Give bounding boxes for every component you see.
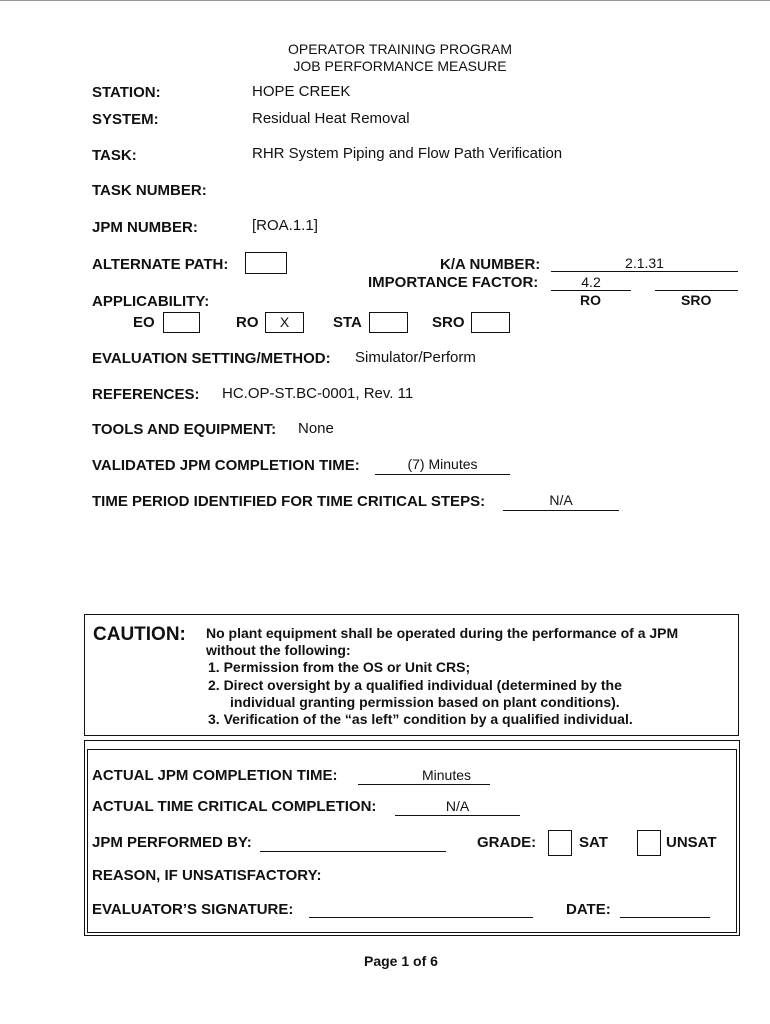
references-label: REFERENCES: xyxy=(92,386,200,403)
actual-critical-line xyxy=(395,815,520,816)
critical-time-label: TIME PERIOD IDENTIFIED FOR TIME CRITICAL STEPS: xyxy=(92,493,486,510)
applicability-sta-label: STA xyxy=(333,314,362,331)
program-title: OPERATOR TRAINING PROGRAM xyxy=(287,41,513,57)
applicability-ro-label: RO xyxy=(236,314,259,331)
page-number: Page 1 of 6 xyxy=(364,953,438,969)
applicability-eo-label: EO xyxy=(133,314,155,331)
applicability-eo-checkbox[interactable] xyxy=(163,312,200,333)
applicability-sta-mark xyxy=(370,313,407,332)
top-scan-edge xyxy=(0,0,770,3)
caution-title: CAUTION: xyxy=(93,624,186,645)
ka-number-line xyxy=(551,271,738,272)
task-label: TASK: xyxy=(92,147,137,164)
ka-number-value: 2.1.31 xyxy=(625,255,664,271)
tools-label: TOOLS AND EQUIPMENT: xyxy=(92,421,277,438)
alternate-path-label: ALTERNATE PATH: xyxy=(92,256,229,273)
actual-time-value: Minutes xyxy=(422,767,472,783)
applicability-sro-checkbox[interactable] xyxy=(471,312,510,333)
alternate-path-checkbox[interactable] xyxy=(245,252,287,274)
unsat-label: UNSAT xyxy=(666,834,717,851)
actual-time-label: ACTUAL JPM COMPLETION TIME: xyxy=(92,767,338,784)
station-value: HOPE CREEK xyxy=(252,83,351,100)
performed-by-label: JPM PERFORMED BY: xyxy=(92,834,252,851)
references-value: HC.OP-ST.BC-0001, Rev. 11 xyxy=(222,385,414,402)
applicability-label: APPLICABILITY: xyxy=(92,293,210,310)
grade-label: GRADE: xyxy=(477,834,537,851)
alternate-path-mark xyxy=(246,253,286,273)
date-line[interactable] xyxy=(620,917,710,918)
actual-critical-value: N/A xyxy=(445,798,470,814)
task-value: RHR System Piping and Flow Path Verification xyxy=(252,145,563,162)
ka-number-label: K/A NUMBER: xyxy=(440,256,541,273)
signature-label: EVALUATOR’S SIGNATURE: xyxy=(92,901,294,918)
importance-factor-label: IMPORTANCE FACTOR: xyxy=(368,274,539,291)
evaluation-value: Simulator/Perform xyxy=(355,349,476,366)
caution-intro-line2: without the following: xyxy=(206,642,351,658)
applicability-ro-mark: X xyxy=(279,314,290,330)
applicability-sro-mark xyxy=(472,313,509,332)
applicability-ro-checkbox[interactable] xyxy=(265,312,304,333)
applicability-sro-label: SRO xyxy=(432,314,465,331)
document-title: JOB PERFORMANCE MEASURE xyxy=(293,58,507,74)
sro-column-label: SRO xyxy=(681,292,712,308)
signature-line[interactable] xyxy=(309,917,533,918)
performed-by-line[interactable] xyxy=(260,851,446,852)
date-label: DATE: xyxy=(566,901,611,918)
importance-ro-line xyxy=(551,290,631,291)
jpm-number-value: [ROA.1.1] xyxy=(252,217,318,234)
jpm-number-label: JPM NUMBER: xyxy=(92,219,198,236)
station-label: STATION: xyxy=(92,84,161,101)
sat-label: SAT xyxy=(579,834,608,851)
actual-critical-label: ACTUAL TIME CRITICAL COMPLETION: xyxy=(92,798,377,815)
caution-item-3: 3. Verification of the “as left” condition by a qualified individual. xyxy=(208,711,633,727)
caution-item-2: 2. Direct oversight by a qualified individual (determined by the xyxy=(208,677,622,693)
actual-time-line xyxy=(358,784,490,785)
system-label: SYSTEM: xyxy=(92,111,159,128)
importance-sro-line xyxy=(655,290,738,291)
caution-item-1: 1. Permission from the OS or Unit CRS; xyxy=(208,659,471,675)
applicability-eo-mark xyxy=(164,313,199,332)
sat-checkbox[interactable] xyxy=(548,830,572,856)
importance-ro-value: 4.2 xyxy=(581,274,601,290)
task-number-label: TASK NUMBER: xyxy=(92,182,207,199)
validated-time-label: VALIDATED JPM COMPLETION TIME: xyxy=(92,457,360,474)
tools-value: None xyxy=(298,420,334,437)
ro-column-label: RO xyxy=(580,292,601,308)
applicability-sta-checkbox[interactable] xyxy=(369,312,408,333)
unsat-checkbox[interactable] xyxy=(637,830,661,856)
critical-time-line xyxy=(503,510,619,511)
system-value: Residual Heat Removal xyxy=(252,110,410,127)
evaluation-label: EVALUATION SETTING/METHOD: xyxy=(92,350,331,367)
validated-time-line xyxy=(375,474,510,475)
critical-time-value: N/A xyxy=(549,492,573,508)
reason-label: REASON, IF UNSATISFACTORY: xyxy=(92,867,322,884)
caution-intro-line1: No plant equipment shall be operated during the performance of a JPM xyxy=(206,625,679,641)
caution-item-2-continued: individual granting permission based on plant conditions). xyxy=(230,694,620,710)
validated-time-value: (7) Minutes xyxy=(407,456,478,472)
